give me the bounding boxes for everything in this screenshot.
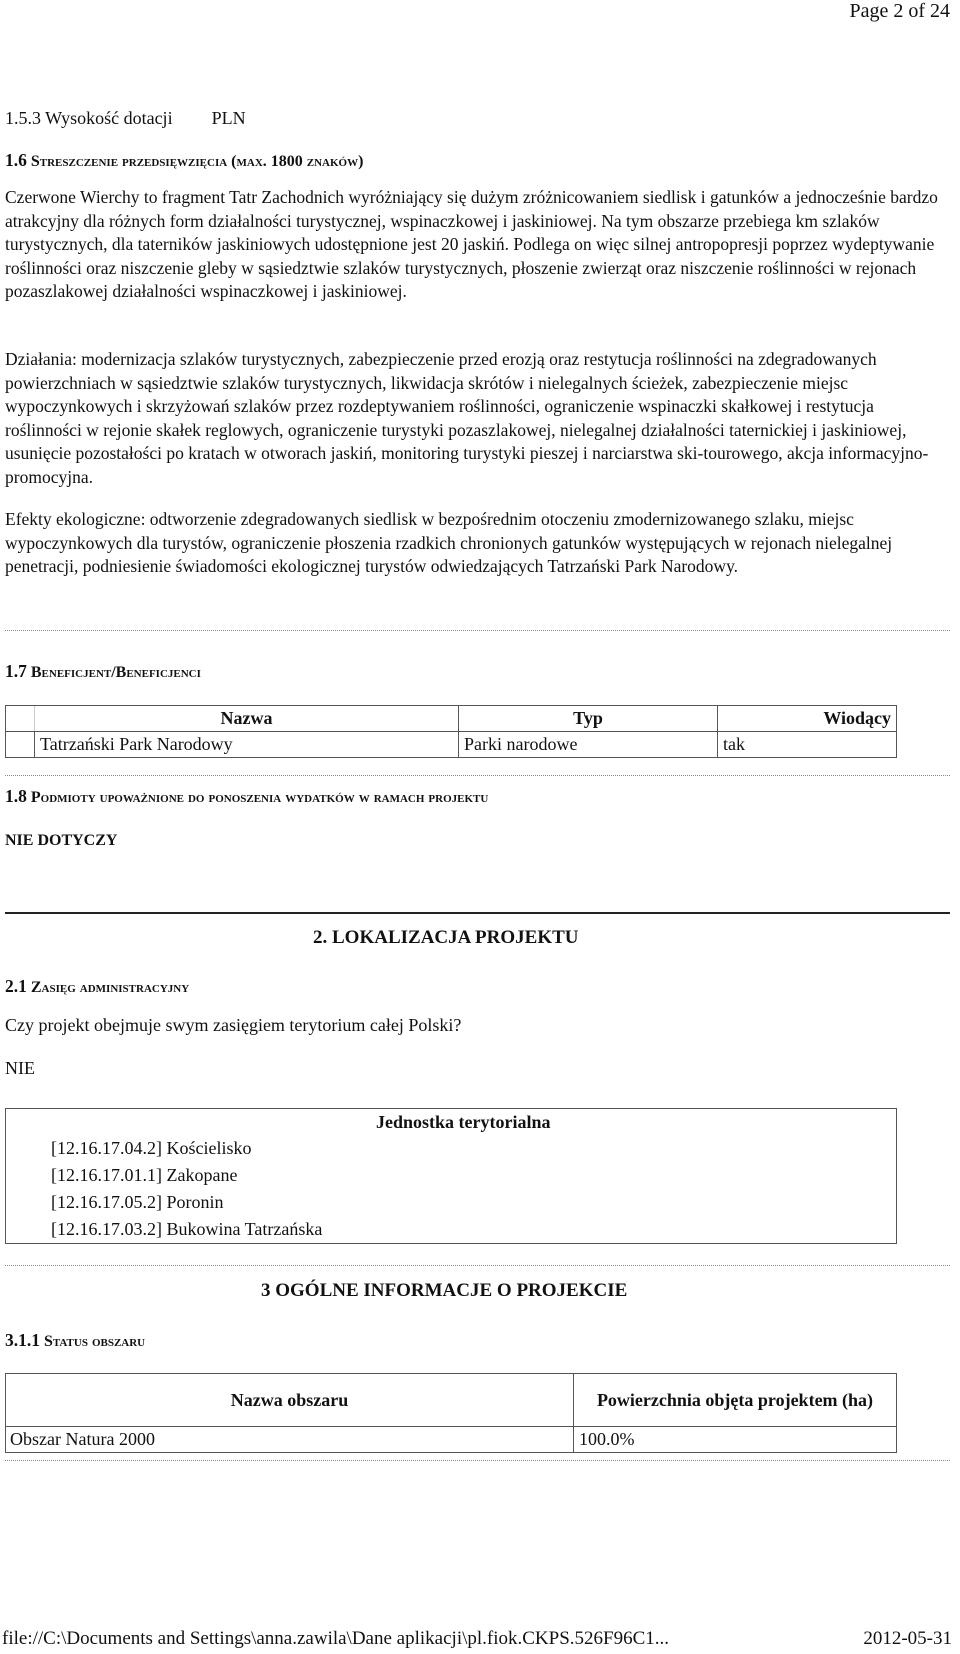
- section-number: 1.7: [5, 661, 27, 681]
- separator: [5, 775, 950, 776]
- spacer-cell: [6, 1216, 47, 1244]
- file-path: file://C:\Documents and Settings\anna.zawila\Dane aplikacji\pl.fiok.CKPS.526F96C1...: [2, 1628, 670, 1649]
- section-divider: [5, 912, 950, 914]
- section-title: Zasięg administracyjny: [30, 979, 190, 996]
- header-type: Typ: [459, 706, 718, 732]
- section-number: 1.6: [5, 150, 27, 170]
- area-status-table: [5, 1373, 897, 1453]
- section-title: Podmioty upoważnione do ponoszenia wydatków w ramach projektu: [30, 789, 489, 806]
- spacer-cell: [6, 1162, 47, 1189]
- section-title: Beneficjent/Beneficjenci: [30, 664, 201, 681]
- section-1-5-3: [5, 108, 246, 129]
- unit-cell: [12.16.17.05.2] Poronin: [46, 1189, 897, 1216]
- table-row: [6, 1162, 897, 1189]
- unit-cell: [12.16.17.01.1] Zakopane: [46, 1162, 897, 1189]
- section-number: 1.8: [5, 786, 27, 806]
- territorial-units-table: [5, 1108, 897, 1244]
- effects-paragraph: Efekty ekologiczne: odtworzenie zdegradowanych siedlisk w bezpośrednim otoczeniu zmodernizowanego szlaku, miejsc wypoczynkowych dla turystów, ograniczenie płoszenia rzadkich chronionych gatunków występujących w rejonach nielegalnej penetracji, podniesienie świadomości ekologicznej turystów odwiedzających Tatrzański Park Narodowy.: [5, 509, 893, 576]
- table-row: [6, 1135, 897, 1162]
- header-leading: Wiodący: [718, 706, 897, 732]
- table-row: [6, 1189, 897, 1216]
- spacer-cell: [6, 1135, 47, 1162]
- print-date: 2012-05-31: [863, 1628, 952, 1649]
- section-2-1-heading: [5, 976, 189, 997]
- section-2-title: 2. LOKALIZACJA PROJEKTU: [313, 927, 579, 948]
- summary-paragraph: Czerwone Wierchy to fragment Tatr Zachodnich wyróżniający się dużym zróżnicowaniem siedlisk i gatunków a jednocześnie bardzo atrakcyjny dla różnych form działalności turystycznej, wspinaczkowej i jaskiniowej. Na tym obszarze przebiega km szlaków turystycznych, dla taterników jaskiniowych udostępnione jest 20 jaskiń. Podlega on więc silnej antropopresji poprzez wydeptywanie roślinności oraz niszczenie gleby w sąsiedztwie szlaków turystycznych, płoszenie zwierząt oraz niszczenie roślinności w rejonach pozaszlakowej działalności wspinaczkowej i jaskiniowej.: [5, 187, 938, 301]
- table-header-row: [6, 1374, 897, 1427]
- table-header-row: [6, 1109, 897, 1136]
- beneficiary-leading: tak: [718, 732, 897, 758]
- table-row: [6, 1427, 897, 1453]
- section-title: Streszczenie przedsięwzięcia (max. 1800 znaków): [30, 153, 364, 170]
- spacer-cell: [6, 732, 35, 758]
- scope-answer: NIE: [5, 1058, 35, 1078]
- section-title: Status obszaru: [44, 1333, 146, 1350]
- table-header-row: [6, 706, 897, 732]
- separator: [5, 1265, 950, 1266]
- section-3-title: 3 OGÓLNE INFORMACJE O PROJEKCIE: [261, 1280, 628, 1301]
- not-applicable-value: NIE DOTYCZY: [5, 832, 118, 849]
- spacer-cell: [6, 1109, 47, 1136]
- section-number: 3.1.1: [5, 1330, 40, 1350]
- spacer-cell: [6, 1189, 47, 1216]
- separator: [5, 630, 950, 631]
- beneficiary-name: Tatrzański Park Narodowy: [35, 732, 459, 758]
- beneficiary-type: Parki narodowe: [459, 732, 718, 758]
- section-number: 2.1: [5, 976, 27, 996]
- table-row: [6, 1216, 897, 1244]
- section-3-1-1-heading: [5, 1330, 145, 1351]
- section-1-6-heading: [5, 150, 363, 171]
- area-size: 100.0%: [574, 1427, 897, 1453]
- separator: [5, 1460, 950, 1461]
- table-row: [6, 732, 897, 758]
- page-number: Page 2 of 24: [849, 0, 950, 22]
- dotation-value: PLN: [211, 108, 246, 128]
- header-area-name: Nazwa obszaru: [6, 1374, 574, 1427]
- actions-paragraph: Działania: modernizacja szlaków turystycznych, zabezpieczenie przed erozją oraz restytucja roślinności na zdegradowanych powierzchniach w sąsiedztwie szlaków turystycznych, likwidacja skrótów i nielegalnych ścieżek, zabezpieczenie miejsc wypoczynkowych i skrzyżowań szlaków przez rozdeptywaniem roślinności, ograniczenie wspinaczki skałkowej i restytucja roślinności w rejonie skałek reglowych, ograniczenie turystyki pozaszlakowej, nielegalnej działalności taternickiej i jaskiniowej, usunięcie pozostałości po kratach w otworach jaskiń, monitoring turystyki pieszej i narciarstwa ski-tourowego, akcja informacyjno-promocyjna.: [5, 349, 929, 487]
- dotation-label: 1.5.3 Wysokość dotacji: [5, 108, 173, 128]
- header-name: Nazwa: [35, 706, 459, 732]
- unit-cell: [12.16.17.04.2] Kościelisko: [46, 1135, 897, 1162]
- section-1-8-heading: [5, 786, 488, 807]
- section-1-7-heading: [5, 661, 201, 682]
- header-territorial-unit: Jednostka terytorialna: [46, 1109, 897, 1136]
- beneficiary-table: [5, 705, 897, 758]
- spacer-cell: [6, 706, 35, 732]
- header-area-size: Powierzchnia objęta projektem (ha): [574, 1374, 897, 1427]
- area-name: Obszar Natura 2000: [6, 1427, 574, 1453]
- unit-cell: [12.16.17.03.2] Bukowina Tatrzańska: [46, 1216, 897, 1244]
- scope-question: Czy projekt obejmuje swym zasięgiem terytorium całej Polski?: [5, 1015, 462, 1035]
